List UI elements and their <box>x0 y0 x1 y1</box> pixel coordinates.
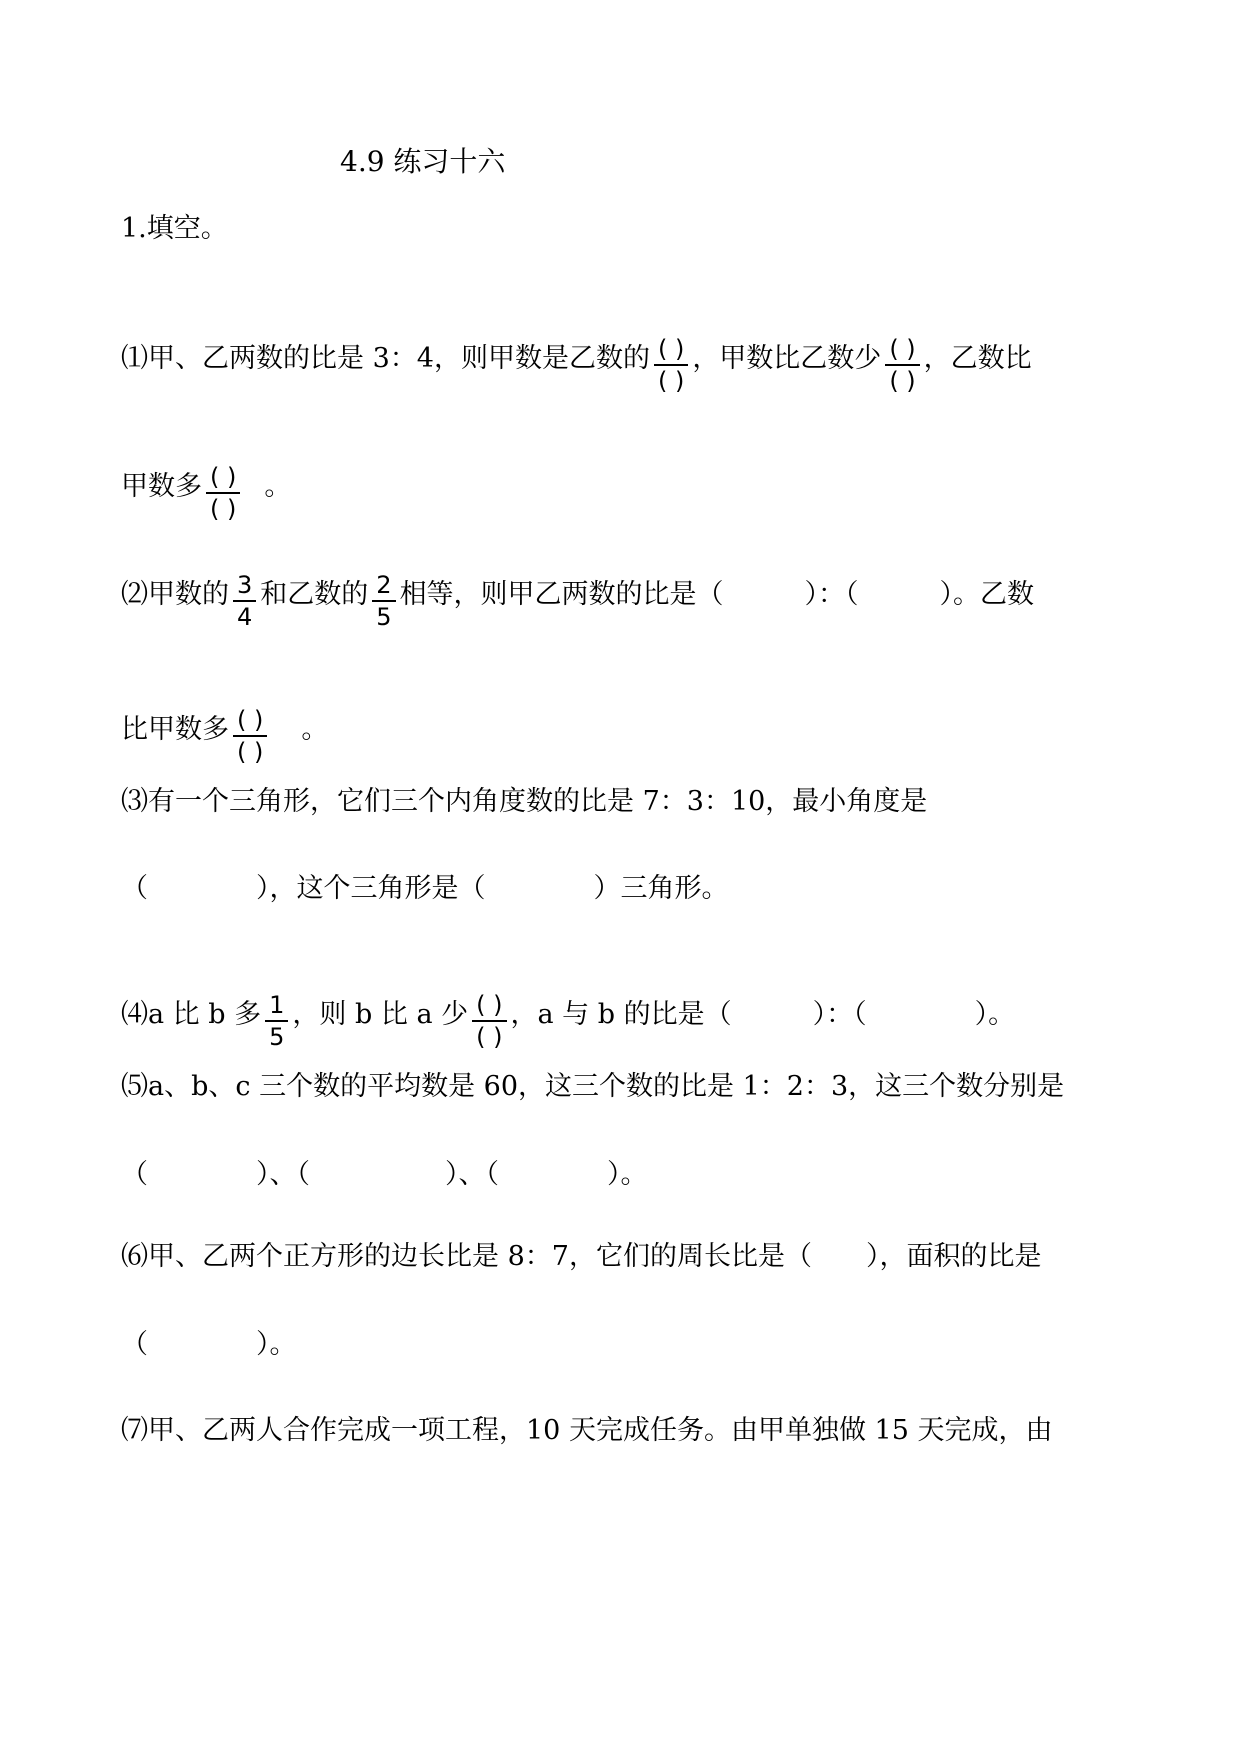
blank-fraction[interactable]: $\frac{( )}{( )}$ <box>206 462 240 524</box>
question-7-line-1: ⑺甲、乙两人合作完成一项工程，10 天完成任务。由甲单独做 15 天完成，由 <box>121 1415 1053 1446</box>
question-text: ，乙数比 <box>923 343 1032 374</box>
blank-fraction[interactable]: $\frac{( )}{( )}$ <box>654 334 688 396</box>
question-3-line-1: ⑶有一个三角形，它们三个内角度数的比是 7：3：10，最小角度是 <box>121 786 928 817</box>
question-text: ，则 b 比 a 少 <box>292 999 469 1030</box>
fraction-one-fifth: $\frac{1}{5}$ <box>265 990 288 1052</box>
question-text: 相等，则甲乙两数的比是（ ）：（ ）。乙数 <box>399 579 1035 610</box>
blank-fraction[interactable]: $\frac{( )}{( )}$ <box>472 990 506 1052</box>
question-2-line-1 <box>121 570 1034 632</box>
question-text: 和乙数的 <box>260 579 369 610</box>
page-title: 4.9 练习十六 <box>340 145 506 178</box>
question-3-line-2[interactable]: （ ），这个三角形是（ ）三角形。 <box>121 873 729 904</box>
question-text: ，a 与 b 的比是（ ）：（ ）。 <box>510 999 1016 1030</box>
question-text: 。 <box>264 471 292 502</box>
fraction-two-fifths: $\frac{2}{5}$ <box>372 570 395 632</box>
question-1-line-1 <box>121 334 1032 396</box>
question-text: 。 <box>301 714 329 745</box>
question-6-line-2[interactable]: （ ）。 <box>121 1329 297 1360</box>
question-4-line-1 <box>121 990 1015 1052</box>
question-5-line-2[interactable]: （ ）、（ ）、（ ）。 <box>121 1159 648 1190</box>
fraction-three-quarters: $\frac{3}{4}$ <box>233 570 256 632</box>
question-6-line-1: ⑹甲、乙两个正方形的边长比是 8：7，它们的周长比是（ ），面积的比是 <box>121 1241 1042 1272</box>
question-text: ⑴甲、乙两数的比是 3：4，则甲数是乙数的 <box>121 343 650 374</box>
question-2-line-2 <box>121 705 328 767</box>
question-text: ⑷a 比 b 多 <box>121 999 262 1030</box>
blank-fraction[interactable]: $\frac{( )}{( )}$ <box>233 705 267 767</box>
question-text: 甲数多 <box>121 471 202 502</box>
blank-fraction[interactable]: $\frac{( )}{( )}$ <box>885 334 919 396</box>
section-heading: 1.填空。 <box>121 213 228 244</box>
question-text: ⑵甲数的 <box>121 579 229 610</box>
question-text: 比甲数多 <box>121 714 229 745</box>
question-text: ，甲数比乙数少 <box>692 343 882 374</box>
question-5-line-1: ⑸a、b、c 三个数的平均数是 60，这三个数的比是 1：2：3，这三个数分别是 <box>121 1071 1065 1102</box>
question-1-line-2 <box>121 462 291 524</box>
